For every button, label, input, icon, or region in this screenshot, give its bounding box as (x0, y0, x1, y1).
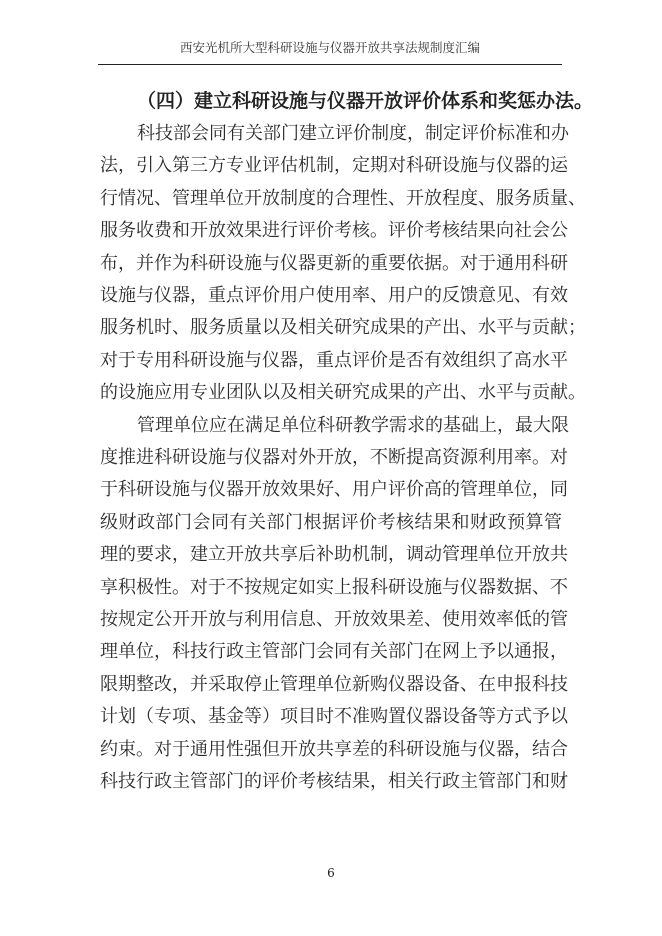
text-line: 科技行政主管部门的评价考核结果，相关行政主管部门和财 (100, 771, 568, 792)
text-line: 理单位，科技行政主管部门会同有关部门在网上予以通报， (100, 641, 568, 663)
text-line: 级财政部门会同有关部门根据评价考核结果和财政预算管 (100, 511, 562, 533)
text-line: 按规定公开开放与利用信息、开放效果差、使用效率低的管 (100, 609, 568, 630)
text-line: 科技部会同有关部门建立评价制度，制定评价标准和办 (137, 123, 569, 144)
text-line: 度推进科研设施与仪器对外开放，不断提高资源利用率。对 (100, 447, 568, 468)
text-line: 设施与仪器，重点评价用户使用率、用户的反馈意见、有效 (100, 285, 568, 306)
text-line: 限期整改，并采取停止管理单位新购仪器设备、在申报科技 (100, 673, 568, 695)
running-header: 西安光机所大型科研设施与仪器开放共享法规制度汇编 (179, 40, 480, 55)
text-line: 服务机时、服务质量以及相关研究成果的产出、水平与贡献； (100, 317, 586, 339)
header-divider (98, 64, 562, 65)
text-line: 约束。对于通用性强但开放共享差的科研设施与仪器，结合 (100, 738, 568, 760)
text-line: 服务收费和开放效果进行评价考核。评价考核结果向社会公 (100, 220, 568, 242)
text-line: 享积极性。对于不按规定如实上报科研设施与仪器数据、不 (100, 576, 568, 598)
text-line: 的设施应用专业团队以及相关研究成果的产出、水平与贡献。 (100, 382, 586, 404)
section-heading: （四）建立科研设施与仪器开放评价体系和奖惩办法。 (137, 90, 594, 112)
text-line: 法，引入第三方专业评估机制，定期对科研设施与仪器的运 (100, 155, 568, 177)
text-line: 理的要求，建立开放共享后补助机制，调动管理单位开放共 (100, 544, 568, 566)
text-line: 布，并作为科研设施与仪器更新的重要依据。对于通用科研 (100, 252, 568, 274)
text-line: 于科研设施与仪器开放效果好、用户评价高的管理单位，同 (100, 479, 568, 501)
text-line: 计划（专项、基金等）项目时不准购置仪器设备等方式予以 (100, 706, 568, 728)
text-line: 行情况、管理单位开放制度的合理性、开放程度、服务质量、 (100, 187, 586, 209)
text-line: 对于专用科研设施与仪器，重点评价是否有效组织了高水平 (100, 349, 568, 371)
text-line: 管理单位应在满足单位科研教学需求的基础上，最大限 (137, 414, 569, 436)
page-number: 6 (327, 866, 335, 880)
